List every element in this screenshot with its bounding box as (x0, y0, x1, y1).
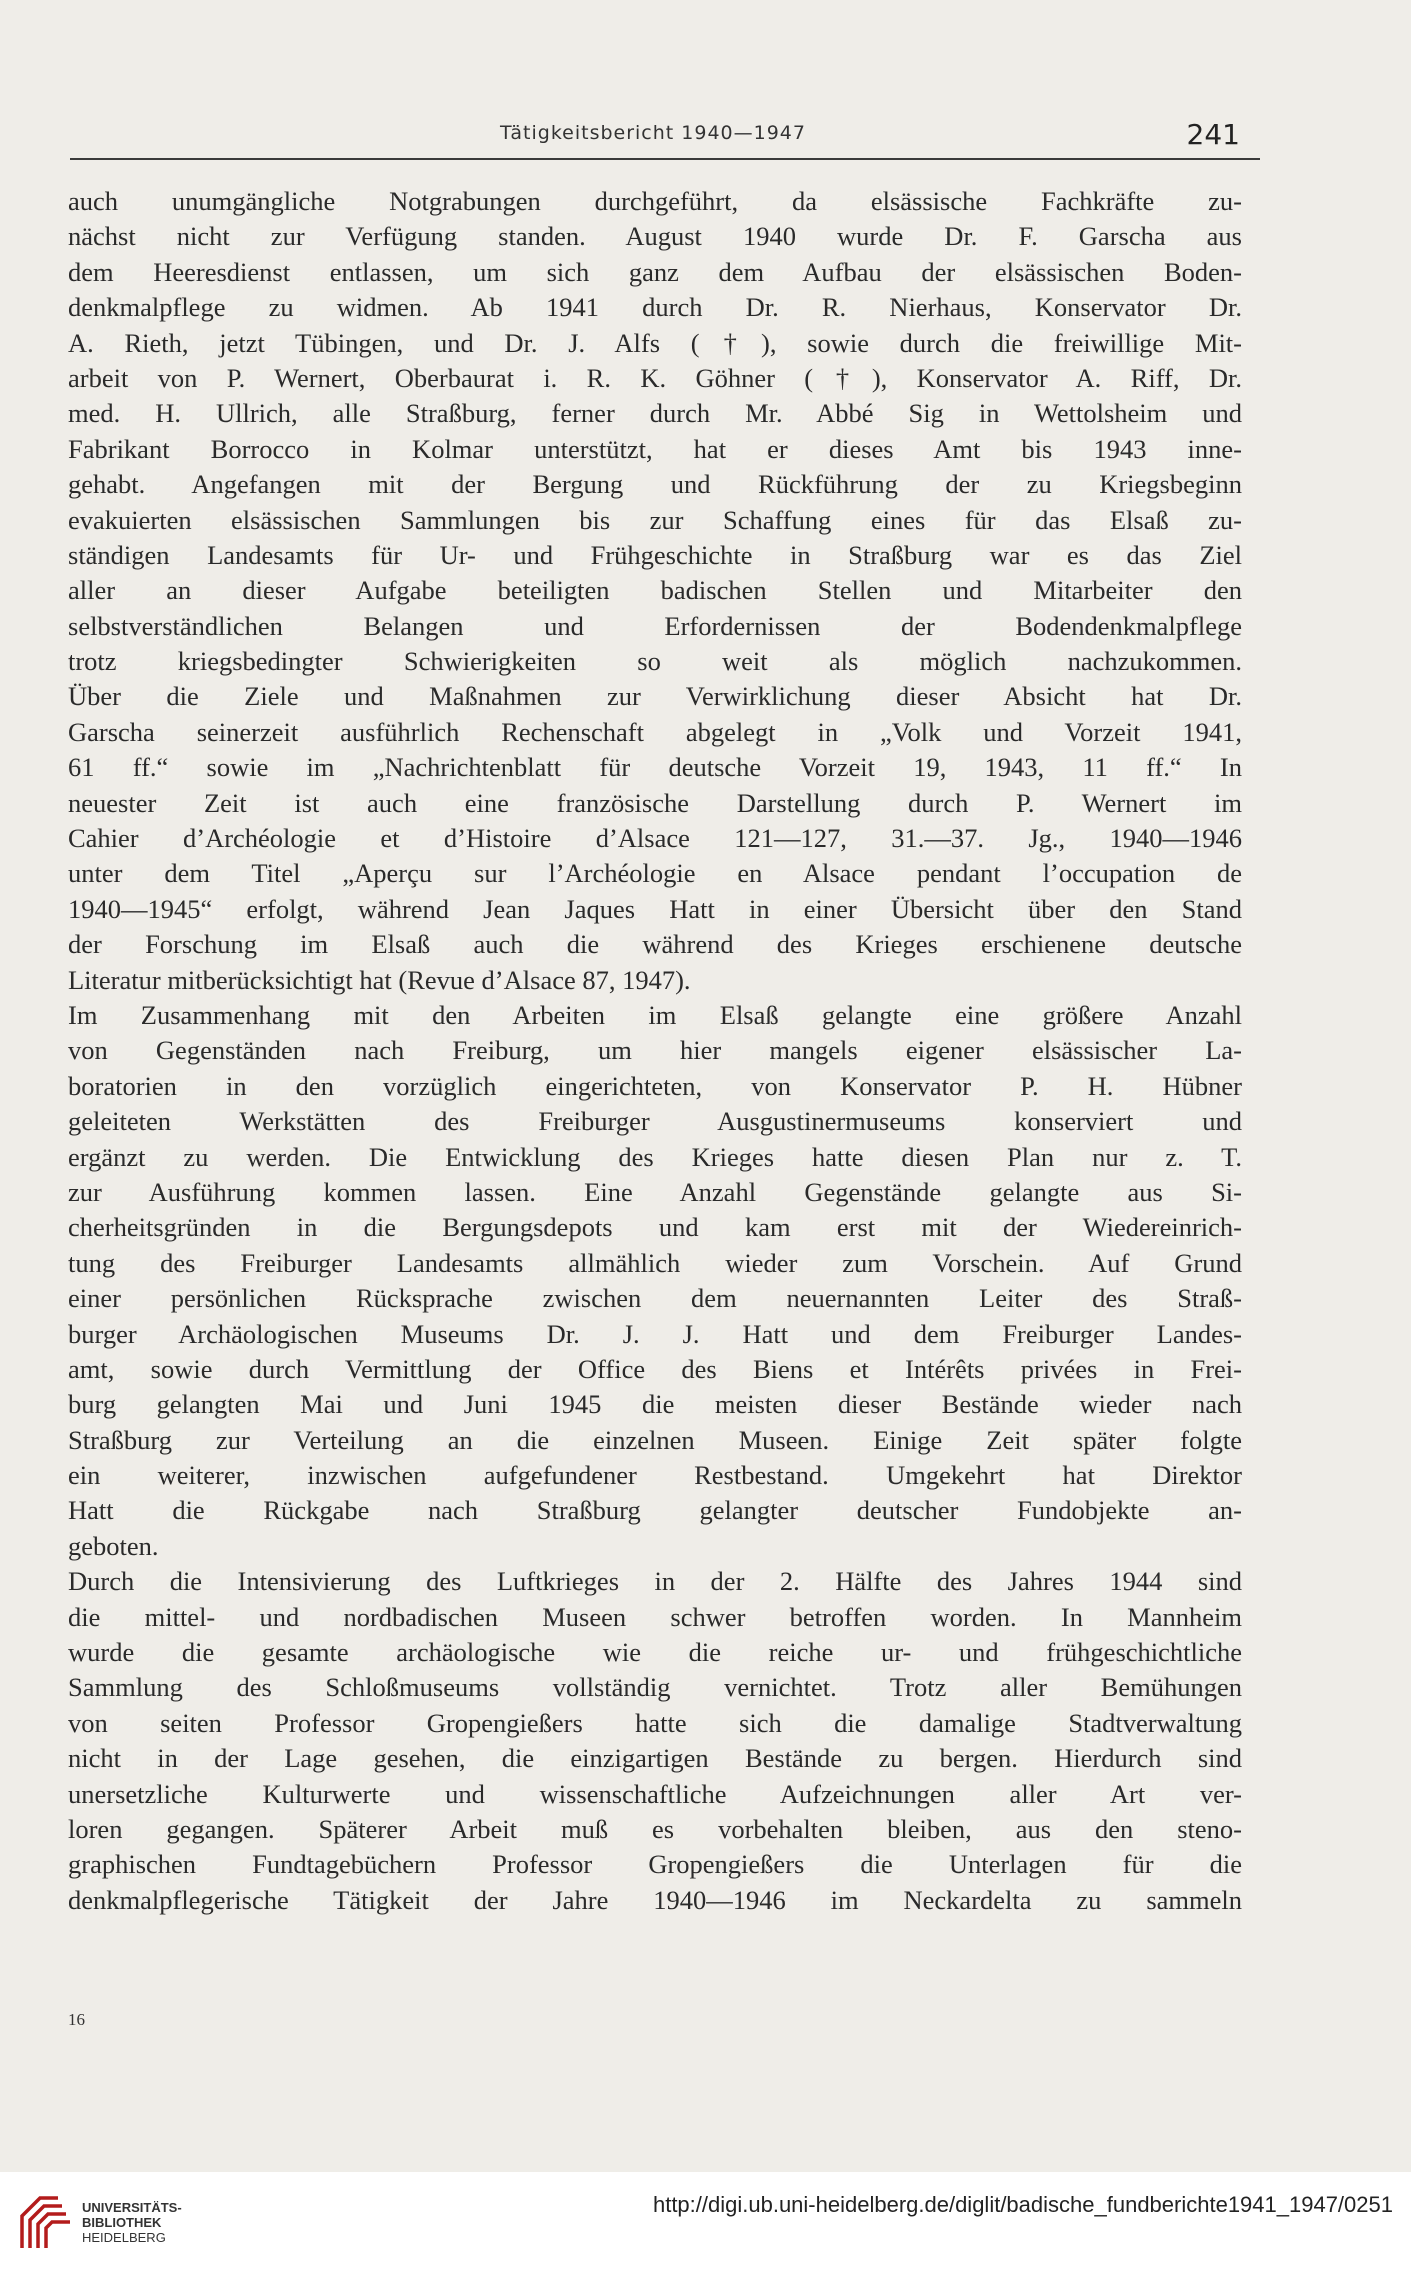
text-line: ergänzt zu werden. Die Entwicklung des Krieges hatte diesen Plan nur z. T. (68, 1141, 1242, 1172)
text-line: Fabrikant Borrocco in Kolmar unterstützt, hat er dieses Amt bis 1943 inne- (68, 433, 1242, 464)
text-line: nächst nicht zur Verfügung standen. August 1940 wurde Dr. F. Garscha aus (68, 221, 1242, 252)
text-line: Im Zusammenhang mit den Arbeiten im Elsaß gelangte eine größere Anzahl (68, 999, 1242, 1030)
text-line: dem Heeresdienst entlassen, um sich ganz dem Aufbau der elsässischen Boden- (68, 256, 1242, 287)
text-line: von Gegenständen nach Freiburg, um hier mangels eigener elsässischer La- (68, 1035, 1242, 1066)
text-line: tung des Freiburger Landesamts allmählich wieder zum Vorschein. Auf Grund (68, 1247, 1242, 1278)
text-line: boratorien in den vorzüglich eingerichteten, von Konservator P. H. Hübner (68, 1070, 1242, 1101)
text-line: denkmalpflegerische Tätigkeit der Jahre 1940—1946 im Neckardelta zu sammeln (68, 1884, 1242, 1915)
text-line: 61 ff.“ sowie im „Nachrichtenblatt für deutsche Vorzeit 19, 1943, 11 ff.“ In (68, 752, 1242, 783)
text-line: unter dem Titel „Aperçu sur l’Archéologie en Alsace pendant l’occupation de (68, 858, 1242, 889)
body-text (68, 184, 1242, 1918)
text-line: graphischen Fundtagebüchern Professor Gropengießers die Unterlagen für die (68, 1849, 1242, 1880)
running-header (70, 118, 1260, 160)
text-line: burger Archäologischen Museums Dr. J. J. Hatt und dem Freiburger Landes- (68, 1318, 1242, 1349)
text-line: A. Rieth, jetzt Tübingen, und Dr. J. Alfs (†), sowie durch die freiwillige Mit- (68, 327, 1242, 358)
text-line: Cahier d’Archéologie et d’Histoire d’Alsace 121—127, 31.—37. Jg., 1940—1946 (68, 823, 1242, 854)
text-line: selbstverständlichen Belangen und Erfordernissen der Bodendenkmalpflege (68, 610, 1242, 641)
text-line: trotz kriegsbedingter Schwierigkeiten so weit als möglich nachzukommen. (68, 646, 1242, 677)
text-line: Sammlung des Schloßmuseums vollständig vernichtet. Trotz aller Bemühungen (68, 1672, 1242, 1703)
running-title: Tätigkeitsbericht 1940—1947 (500, 122, 806, 144)
text-line: cherheitsgründen in die Bergungsdepots und kam erst mit der Wiedereinrich- (68, 1212, 1242, 1243)
text-line: unersetzliche Kulturwerte und wissenschaftliche Aufzeichnungen aller Art ver- (68, 1778, 1242, 1809)
text-line: Hatt die Rückgabe nach Straßburg gelangter deutscher Fundobjekte an- (68, 1495, 1242, 1526)
text-line: Durch die Intensivierung des Luftkrieges in der 2. Hälfte des Jahres 1944 sind (68, 1566, 1242, 1597)
institution-line-2: BIBLIOTHEK (82, 2215, 162, 2230)
text-line: wurde die gesamte archäologische wie die reiche ur- und frühgeschichtliche (68, 1637, 1242, 1668)
text-line: von seiten Professor Gropengießers hatte sich die damalige Stadtverwaltung (68, 1707, 1242, 1738)
page-number: 241 (1186, 118, 1240, 151)
text-line: burg gelangten Mai und Juni 1945 die meisten dieser Bestände wieder nach (68, 1389, 1242, 1420)
text-line: Literatur mitberücksichtigt hat (Revue d’Alsace 87, 1947). (68, 964, 691, 995)
text-line: amt, sowie durch Vermittlung der Office des Biens et Intérêts privées in Frei- (68, 1353, 1242, 1384)
text-line: med. H. Ullrich, alle Straßburg, ferner durch Mr. Abbé Sig in Wettolsheim und (68, 398, 1242, 429)
institution-name (82, 2200, 182, 2245)
institution-line-1: UNIVERSITÄTS- (82, 2200, 182, 2215)
text-line: ständigen Landesamts für Ur- und Frühgeschichte in Straßburg war es das Ziel (68, 539, 1242, 570)
text-line: loren gegangen. Späterer Arbeit muß es vorbehalten bleiben, aus den steno- (68, 1813, 1242, 1844)
text-line: gehabt. Angefangen mit der Bergung und Rückführung der zu Kriegsbeginn (68, 469, 1242, 500)
text-line: auch unumgängliche Notgrabungen durchgeführt, da elsässische Fachkräfte zu- (68, 186, 1242, 216)
text-line: 1940—1945“ erfolgt, während Jean Jaques Hatt in einer Übersicht über den Stand (68, 893, 1242, 924)
text-line: geboten. (68, 1530, 159, 1561)
text-line: ein weiterer, inzwischen aufgefundener Restbestand. Umgekehrt hat Direktor (68, 1460, 1242, 1491)
text-line: denkmalpflege zu widmen. Ab 1941 durch Dr. R. Nierhaus, Konservator Dr. (68, 292, 1242, 323)
text-line: nicht in der Lage gesehen, die einzigartigen Bestände zu bergen. Hierdurch sind (68, 1743, 1242, 1774)
text-line: arbeit von P. Wernert, Oberbaurat i. R. K. Göhner (†), Konservator A. Riff, Dr. (68, 362, 1242, 393)
text-line: der Forschung im Elsaß auch die während des Krieges erschienene deutsche (68, 929, 1242, 960)
text-line: evakuierten elsässischen Sammlungen bis zur Schaffung eines für das Elsaß zu- (68, 504, 1242, 535)
text-line: einer persönlichen Rücksprache zwischen dem neuernannten Leiter des Straß- (68, 1283, 1242, 1314)
text-line: neuester Zeit ist auch eine französische Darstellung durch P. Wernert im (68, 787, 1242, 818)
ub-heidelberg-logo-icon (18, 2194, 74, 2252)
institution-line-3: HEIDELBERG (82, 2230, 166, 2245)
signature-mark: 16 (68, 2010, 85, 2029)
text-line: Straßburg zur Verteilung an die einzelnen Museen. Einige Zeit später folgte (68, 1424, 1242, 1455)
text-line: geleiteten Werkstätten des Freiburger Ausgustinermuseums konserviert und (68, 1106, 1242, 1137)
text-line: Garscha seinerzeit ausführlich Rechenschaft abgelegt in „Volk und Vorzeit 1941, (68, 716, 1242, 747)
footer-bar (0, 2172, 1411, 2273)
text-line: zur Ausführung kommen lassen. Eine Anzahl Gegenstände gelangte aus Si- (68, 1176, 1242, 1207)
source-url-link[interactable]: http://digi.ub.uni-heidelberg.de/diglit/badische_fundberichte1941_1947/0251 (652, 2192, 1393, 2217)
text-line: Über die Ziele und Maßnahmen zur Verwirklichung dieser Absicht hat Dr. (68, 681, 1242, 712)
text-line: die mittel- und nordbadischen Museen schwer betroffen worden. In Mannheim (68, 1601, 1242, 1632)
text-line: aller an dieser Aufgabe beteiligten badischen Stellen und Mitarbeiter den (68, 575, 1242, 606)
